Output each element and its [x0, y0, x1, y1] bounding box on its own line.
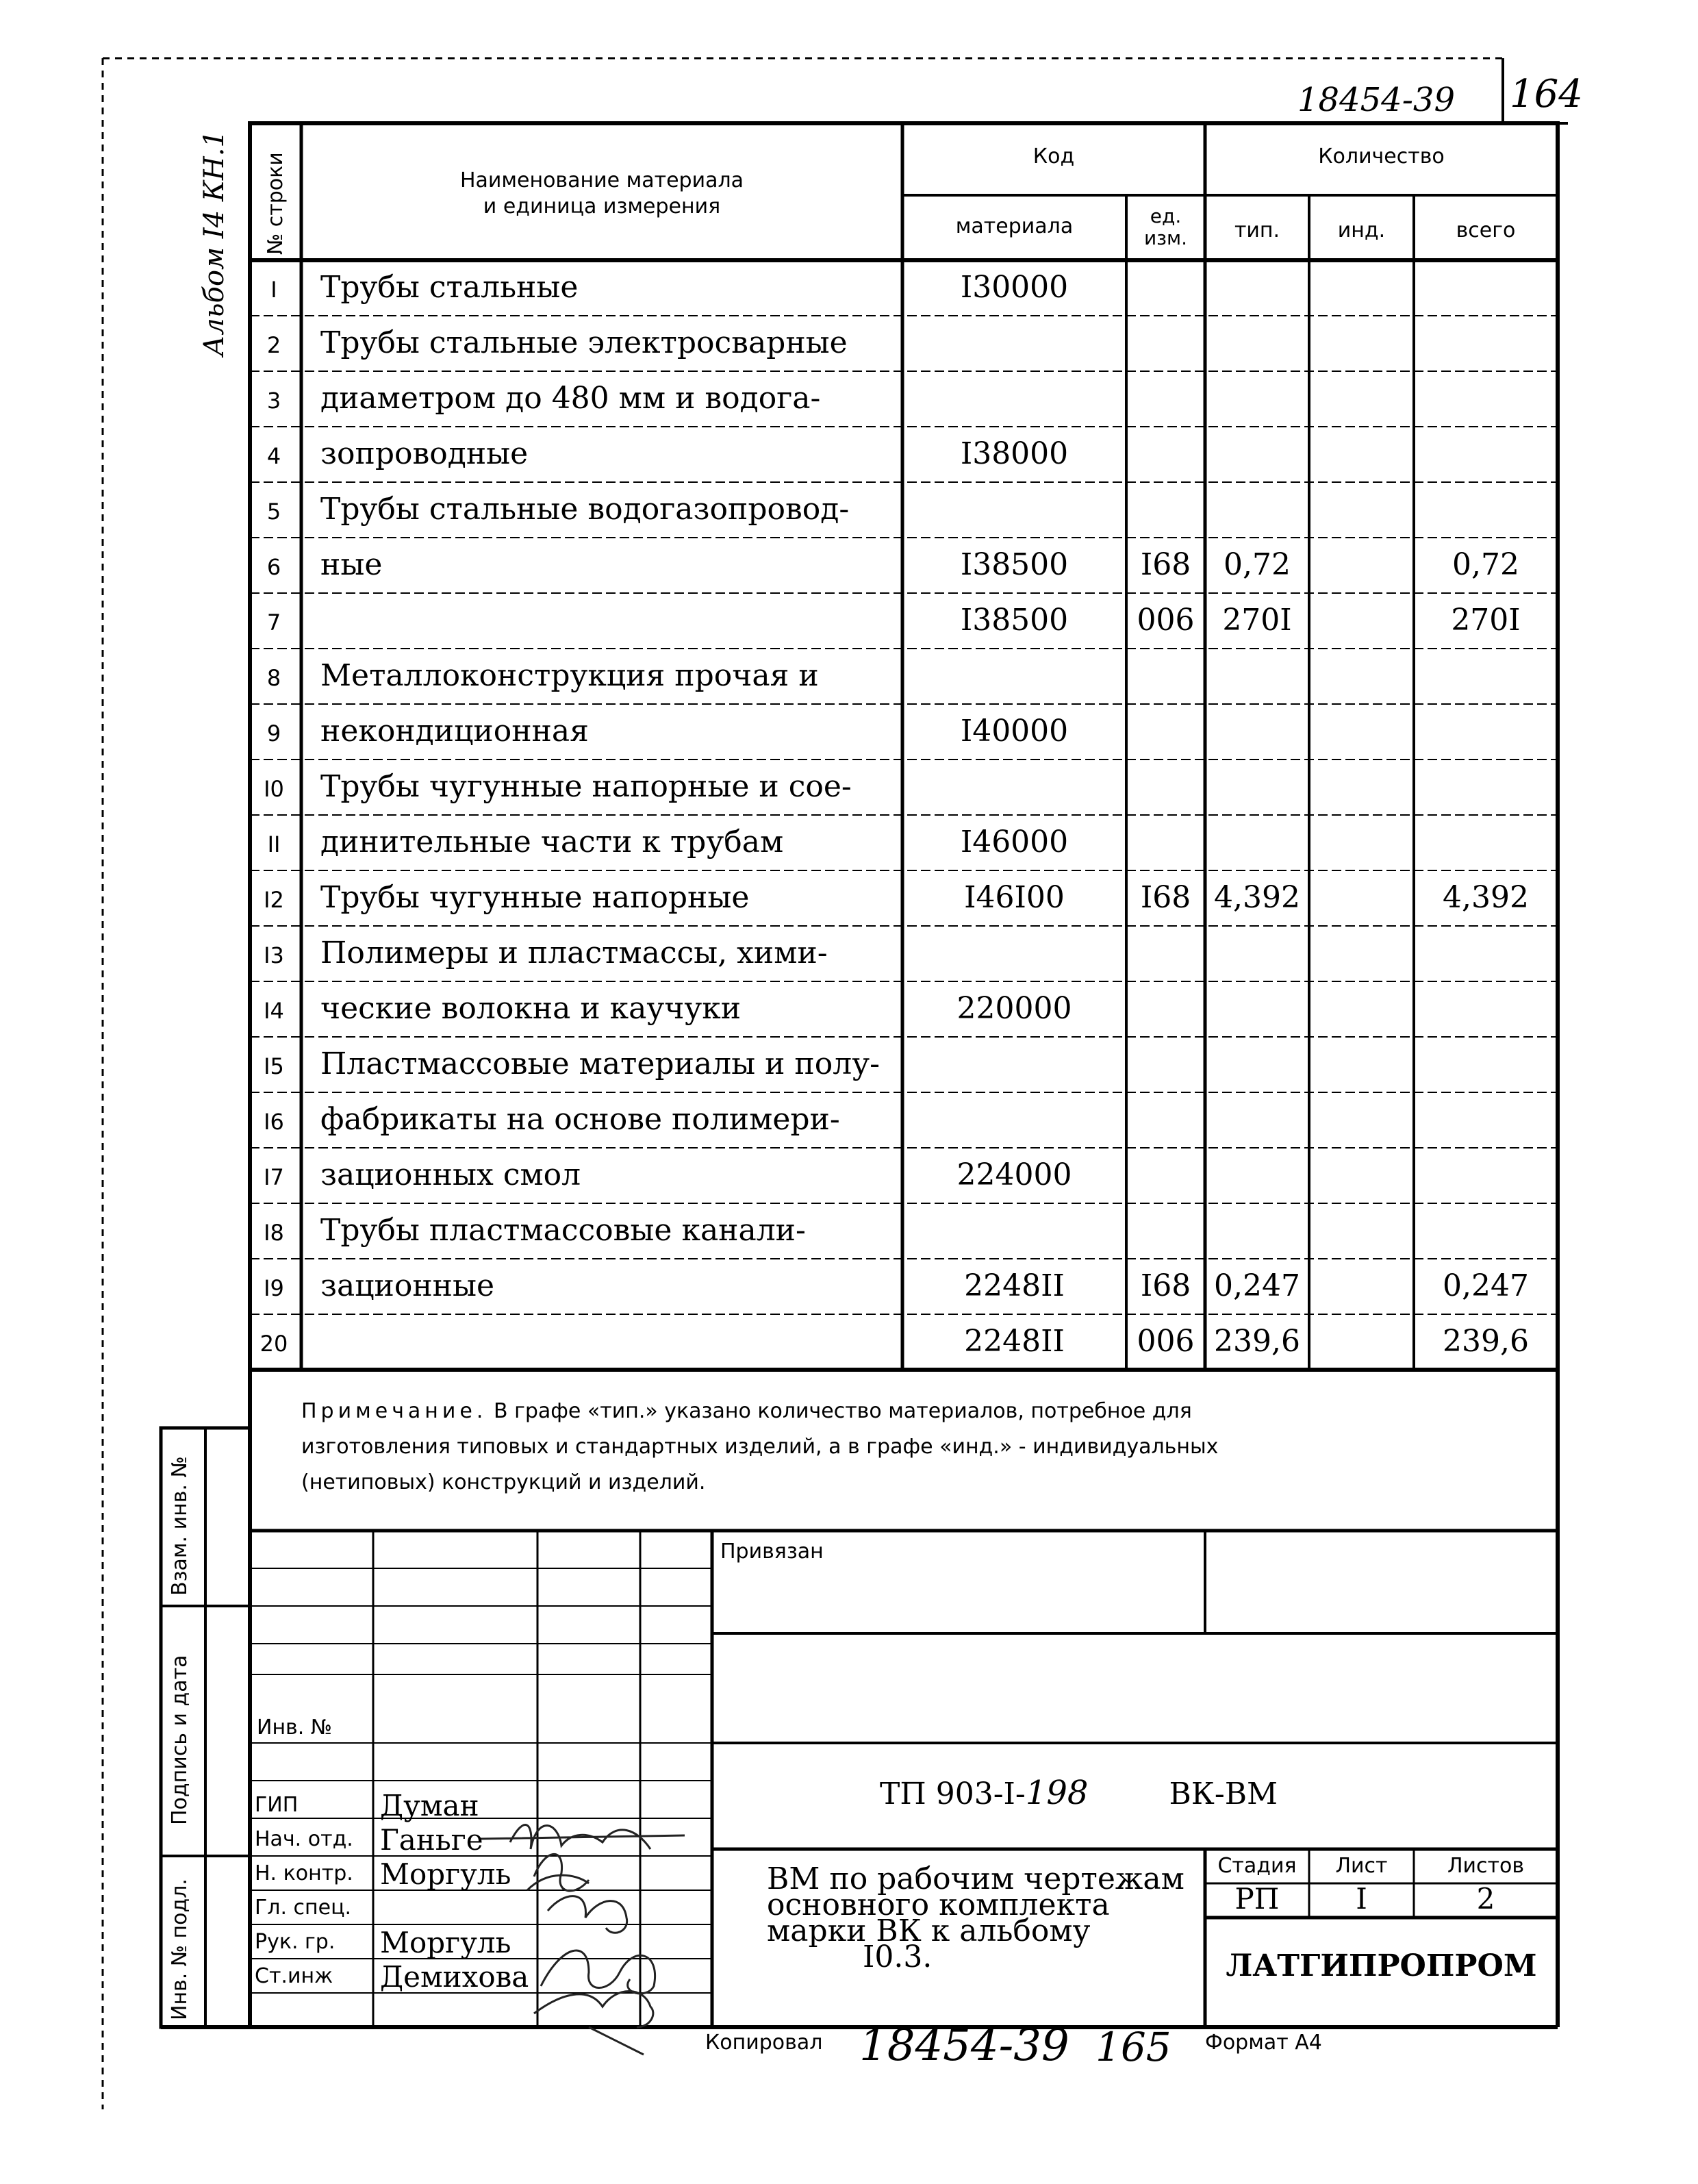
cell-n: 4 — [266, 443, 281, 469]
cell-code: 224000 — [956, 1157, 1072, 1192]
role-name: Моргуль — [380, 1857, 511, 1891]
note-label: Примечание. — [301, 1399, 487, 1423]
cell-typ: 4,392 — [1214, 880, 1300, 915]
cell-code: I38500 — [960, 603, 1069, 638]
cell-n: I5 — [264, 1053, 284, 1079]
header-code-unit-line2: изм. — [1143, 227, 1188, 250]
cell-code: I38000 — [960, 436, 1069, 471]
cell-unit: 006 — [1137, 603, 1195, 638]
cell-name: Металлоконструкция прочая и — [320, 658, 819, 693]
cell-n: 2 — [266, 332, 281, 358]
cell-code: I38500 — [960, 547, 1069, 582]
header-code: Код — [1032, 145, 1075, 168]
role-label: Нач. отд. — [255, 1827, 353, 1851]
role-name: Демихова — [380, 1960, 529, 1994]
cell-unit: I68 — [1140, 880, 1191, 915]
cell-name: Трубы чугунные напорные — [320, 880, 750, 915]
side-label-podpis: Подпись и дата — [168, 1655, 192, 1825]
note-text-3: (нетиповых) конструкций и изделий. — [301, 1470, 706, 1494]
organization: ЛАТГИПРОПРОМ — [1226, 1948, 1537, 1983]
side-label-inv-podl: Инв. № подл. — [168, 1879, 192, 2020]
cell-typ: 0,247 — [1214, 1268, 1300, 1303]
stage-value: РП — [1234, 1882, 1280, 1916]
cell-name: Трубы стальные водогазопровод- — [320, 492, 850, 527]
header-code-material: материала — [955, 214, 1074, 238]
note-block — [301, 1394, 1218, 1501]
cell-n: I — [270, 277, 277, 303]
role-label: ГИП — [255, 1793, 299, 1817]
stage-label: Стадия — [1217, 1854, 1297, 1878]
cell-n: I3 — [264, 942, 284, 968]
format-label: Формат А4 — [1205, 2031, 1322, 2055]
cell-name: некондиционная — [320, 714, 589, 749]
role-label: Ст.инж — [255, 1964, 333, 1988]
cell-unit: I68 — [1140, 1268, 1191, 1303]
cell-typ: 239,6 — [1214, 1324, 1300, 1359]
cell-n: 8 — [266, 665, 281, 691]
cell-typ: 0,72 — [1224, 547, 1291, 582]
note-text-1: В графе «тип.» указано количество материалов, потребное для — [493, 1399, 1192, 1423]
cell-name: динительные части к трубам — [320, 825, 784, 859]
header-material-name — [301, 168, 902, 219]
role-label: Н. контр. — [255, 1861, 353, 1885]
cell-n: I8 — [264, 1220, 284, 1246]
cell-name: диаметром до 480 мм и водога- — [320, 381, 821, 416]
header-code-unit-line1: ед. — [1150, 205, 1182, 227]
sheet-value: I — [1356, 1882, 1367, 1916]
cell-n: I6 — [264, 1109, 284, 1135]
cell-name: Полимеры и пластмассы, хими- — [320, 936, 828, 970]
doc-mark: ВК-ВМ — [1169, 1777, 1278, 1811]
copied-label: Копировал — [705, 2031, 823, 2055]
privyazan-label: Привязан — [720, 1540, 824, 1564]
header-qty-typ: тип. — [1234, 218, 1280, 242]
note-text-2: изготовления типовых и стандартных изделий, а в графе «инд.» - индивидуальных — [301, 1435, 1219, 1459]
doc-description — [767, 1861, 1184, 1974]
cell-name: Пластмассовые материалы и полу- — [320, 1046, 880, 1081]
cell-code: 2248II — [964, 1324, 1065, 1359]
doc-description-line4: I0.3. — [863, 1940, 933, 1974]
cell-code: I46000 — [960, 825, 1069, 859]
cell-total: 270I — [1451, 603, 1521, 638]
cell-unit: 006 — [1137, 1324, 1195, 1359]
archive-number: 18454-39 — [1297, 81, 1455, 119]
cell-n: I2 — [264, 887, 284, 913]
header-qty-total: всего — [1456, 218, 1516, 242]
header-row-number: № строки — [264, 152, 288, 255]
doc-code-number: 198 — [1025, 1774, 1089, 1812]
cell-unit: I68 — [1140, 547, 1191, 582]
cell-total: 4,392 — [1443, 880, 1529, 915]
note-line-1 — [301, 1394, 1218, 1429]
cell-code: 220000 — [956, 991, 1072, 1026]
copied-number: 18454-39 — [859, 2020, 1069, 2071]
page-number: 164 — [1510, 72, 1583, 116]
role-label: Рук. гр. — [255, 1930, 335, 1954]
cell-name: Трубы стальные — [320, 270, 579, 305]
cell-name: Трубы пластмассовые канали- — [320, 1213, 806, 1248]
cell-n: 9 — [266, 720, 281, 746]
inv-no-label: Инв. № — [257, 1716, 333, 1740]
cell-n: 6 — [266, 554, 281, 580]
cell-typ: 270I — [1222, 603, 1292, 638]
header-material-name-line1: Наименование материала — [459, 168, 744, 192]
cell-name: Трубы стальные электросварные — [320, 325, 848, 360]
sheets-value: 2 — [1476, 1882, 1495, 1916]
cell-code: I40000 — [960, 714, 1069, 749]
cell-n: 20 — [259, 1331, 288, 1357]
cell-code: 2248II — [964, 1268, 1065, 1303]
cell-name: фабрикаты на основе полимери- — [320, 1102, 840, 1137]
cell-name: ческие волокна и каучуки — [320, 991, 742, 1026]
doc-description-line3: марки ВК к альбому — [767, 1913, 1091, 1948]
copied-page: 165 — [1095, 2024, 1171, 2070]
sheets-label: Листов — [1447, 1854, 1525, 1878]
cell-name: зопроводные — [320, 436, 529, 471]
cell-n: 5 — [266, 499, 281, 525]
role-label: Гл. спец. — [255, 1896, 352, 1920]
cell-name: зационные — [320, 1268, 495, 1303]
cell-n: 7 — [266, 610, 281, 636]
cell-name: Трубы чугунные напорные и сое- — [320, 769, 852, 804]
cell-n: I0 — [264, 776, 284, 802]
cell-code: I46I00 — [964, 880, 1065, 915]
doc-code — [880, 1774, 1278, 1812]
album-label: Альбом I4 КН.1 — [199, 130, 230, 356]
cell-n: I7 — [264, 1164, 284, 1190]
cell-name: ные — [320, 547, 383, 582]
role-name: Моргуль — [380, 1926, 511, 1959]
cell-code: I30000 — [960, 270, 1069, 305]
header-qty-ind: инд. — [1337, 218, 1386, 242]
doc-code-prefix: ТП 903-I- — [880, 1777, 1026, 1811]
header-material-name-line2: и единица измерения — [483, 194, 721, 218]
cell-total: 0,72 — [1452, 547, 1519, 582]
cell-total: 0,247 — [1443, 1268, 1529, 1303]
side-label-vzam: Взам. инв. № — [168, 1456, 192, 1596]
cell-n: I4 — [264, 998, 284, 1024]
role-name: Ганьге — [380, 1823, 483, 1857]
cell-n: II — [267, 831, 281, 857]
cell-n: 3 — [266, 388, 281, 414]
header-quantity: Количество — [1318, 145, 1445, 168]
doc-description-line1: ВМ по рабочим чертежам — [767, 1861, 1184, 1896]
sheet-label: Лист — [1335, 1854, 1388, 1878]
header-code-unit — [1126, 205, 1205, 249]
doc-description-line2: основного комплекта — [767, 1887, 1110, 1922]
cell-n: I9 — [264, 1275, 284, 1301]
role-name: Думан — [380, 1789, 479, 1822]
cell-name: зационных смол — [320, 1157, 581, 1192]
cell-total: 239,6 — [1443, 1324, 1529, 1359]
